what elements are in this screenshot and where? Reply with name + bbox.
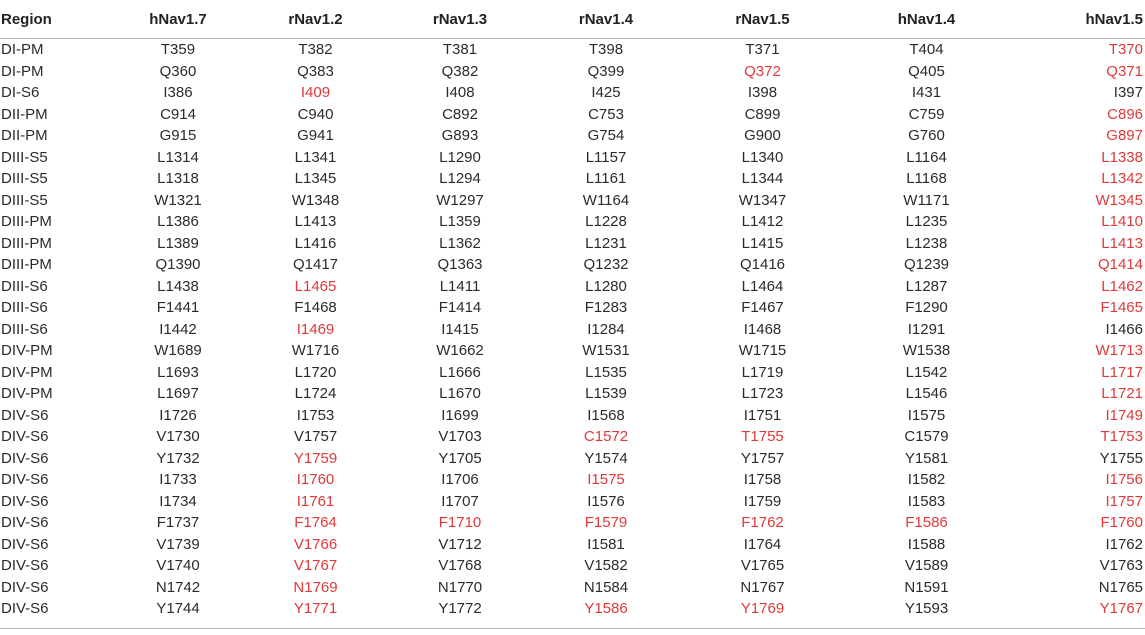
- cell-hnav1-4: N1591: [904, 578, 949, 596]
- cell-region: DIV-PM: [1, 385, 53, 402]
- cell-region: DII-PM: [1, 105, 48, 123]
- cell-hnav1-4: I1575: [907, 406, 946, 424]
- cell-rnav1-3: L1362: [439, 234, 481, 252]
- table-row: [0, 233, 1145, 255]
- cell-hnav1-7: I1734: [159, 492, 197, 510]
- cell-hnav1-4: V1589: [904, 557, 949, 574]
- cell-rnav1-3: L1411: [439, 277, 481, 295]
- cell-rnav1-2: I409: [300, 84, 331, 101]
- cell-hnav1-7: F1441: [156, 299, 200, 316]
- cell-rnav1-2: I1761: [296, 492, 335, 510]
- cell-rnav1-5: I1751: [743, 406, 782, 424]
- cell-rnav1-3: L1666: [439, 363, 481, 381]
- cell-region: DIV-S6: [1, 449, 49, 467]
- cell-rnav1-2: L1724: [294, 385, 337, 402]
- cell-hnav1-7: V1739: [156, 535, 200, 553]
- cell-rnav1-5: L1723: [741, 385, 784, 402]
- cell-hnav1-5: L1410: [1101, 213, 1143, 230]
- cell-hnav1-5: W1345: [1095, 191, 1143, 209]
- table-row: [0, 211, 1145, 233]
- cell-hnav1-4: Y1593: [904, 600, 949, 617]
- cell-rnav1-3: L1290: [439, 148, 481, 166]
- cell-region: DIII-S5: [1, 148, 48, 166]
- cell-rnav1-4: L1280: [585, 277, 627, 295]
- cell-rnav1-3: I1415: [441, 320, 479, 338]
- cell-rnav1-5: L1412: [741, 213, 784, 230]
- cell-region: DIV-S6: [1, 514, 49, 531]
- cell-rnav1-5: I1759: [743, 492, 782, 510]
- cell-hnav1-4: L1238: [905, 234, 948, 252]
- cell-region: DIII-S5: [1, 191, 48, 209]
- cell-rnav1-2: V1767: [293, 557, 338, 574]
- cell-hnav1-5: Q371: [1106, 62, 1143, 80]
- cell-hnav1-7: Y1732: [156, 449, 200, 467]
- cell-rnav1-5: W1715: [738, 342, 787, 359]
- cell-rnav1-4: T398: [588, 41, 624, 58]
- table-row: [0, 147, 1145, 169]
- cell-rnav1-4: I1284: [587, 320, 625, 338]
- cell-rnav1-3: V1712: [438, 535, 482, 553]
- cell-hnav1-5: L1413: [1101, 234, 1143, 252]
- cell-hnav1-7: Q360: [159, 62, 197, 80]
- cell-hnav1-5: I1762: [1105, 535, 1143, 553]
- cell-region: DIII-S6: [1, 299, 48, 316]
- cell-hnav1-7: I1726: [159, 406, 197, 424]
- cell-hnav1-7: V1730: [156, 428, 200, 445]
- cell-rnav1-4: Y1586: [584, 600, 628, 617]
- cell-hnav1-5: L1717: [1101, 363, 1143, 381]
- cell-rnav1-5: Y1769: [740, 600, 785, 617]
- cell-rnav1-2: I1753: [296, 406, 335, 424]
- cell-rnav1-2: L1345: [294, 170, 337, 187]
- cell-hnav1-4: T404: [909, 41, 944, 58]
- cell-rnav1-2: V1766: [293, 535, 338, 553]
- table-bottom-rule: [0, 628, 1145, 629]
- cell-rnav1-2: F1764: [294, 514, 337, 531]
- cell-rnav1-5: W1347: [738, 191, 787, 209]
- table-row: [0, 168, 1145, 190]
- table-row: [0, 598, 1145, 620]
- cell-hnav1-7: N1742: [155, 578, 201, 596]
- cell-rnav1-2: F1468: [294, 299, 337, 316]
- cell-hnav1-7: L1697: [157, 385, 199, 402]
- cell-hnav1-5: G897: [1106, 127, 1143, 144]
- header-hnav1-5: hNav1.5: [1013, 0, 1145, 39]
- cell-rnav1-4: W1164: [582, 191, 630, 209]
- cell-rnav1-5: Q1416: [739, 256, 786, 273]
- cell-region: DI-PM: [1, 41, 44, 58]
- cell-hnav1-5: F1465: [1100, 299, 1143, 316]
- cell-region: DIV-S6: [1, 535, 49, 553]
- table-spacer: [0, 620, 1145, 628]
- cell-rnav1-4: I1575: [587, 471, 625, 488]
- cell-rnav1-4: C1572: [583, 428, 629, 445]
- cell-rnav1-3: W1297: [436, 191, 484, 209]
- header-region: Region: [0, 0, 118, 39]
- cell-hnav1-4: W1538: [902, 342, 951, 359]
- cell-rnav1-5: L1719: [741, 363, 784, 381]
- cell-rnav1-3: W1662: [436, 342, 484, 359]
- cell-rnav1-3: Y1705: [438, 449, 482, 467]
- cell-hnav1-4: Y1581: [904, 449, 949, 467]
- cell-region: DIV-S6: [1, 557, 49, 574]
- cell-hnav1-7: L1318: [157, 170, 199, 187]
- cell-region: DIV-S6: [1, 406, 49, 424]
- cell-region: DIV-S6: [1, 428, 49, 445]
- cell-rnav1-4: N1584: [583, 578, 629, 596]
- cell-rnav1-2: L1416: [294, 234, 337, 252]
- cell-rnav1-4: I1568: [587, 406, 625, 424]
- cell-region: DII-PM: [1, 127, 48, 144]
- cell-rnav1-2: L1413: [294, 213, 337, 230]
- table-row: [0, 512, 1145, 534]
- cell-rnav1-2: L1465: [294, 277, 337, 295]
- cell-hnav1-7: V1740: [156, 557, 200, 574]
- cell-rnav1-2: T382: [298, 41, 333, 58]
- table-body: [0, 39, 1145, 620]
- cell-region: DIII-S6: [1, 277, 48, 295]
- cell-region: DIII-PM: [1, 213, 52, 230]
- cell-hnav1-5: N1765: [1098, 578, 1143, 596]
- cell-rnav1-5: G900: [744, 127, 781, 144]
- cell-rnav1-5: I398: [747, 84, 778, 101]
- cell-hnav1-4: L1546: [905, 385, 948, 402]
- cell-rnav1-4: I1581: [587, 535, 625, 553]
- header-rnav1-3: rNav1.3: [393, 0, 527, 39]
- cell-hnav1-7: Q1390: [155, 256, 201, 273]
- cell-rnav1-4: L1228: [585, 213, 627, 230]
- cell-region: DIII-PM: [1, 256, 52, 273]
- table-row: [0, 405, 1145, 427]
- table-row: [0, 319, 1145, 341]
- cell-rnav1-4: V1582: [584, 557, 628, 574]
- table-row: [0, 534, 1145, 556]
- cell-hnav1-5: I397: [1113, 84, 1143, 101]
- cell-region: DI-PM: [1, 62, 44, 80]
- cell-hnav1-7: G915: [159, 127, 197, 144]
- cell-hnav1-4: W1171: [903, 191, 950, 209]
- header-hnav1-4: hNav1.4: [840, 0, 1013, 39]
- cell-rnav1-3: C892: [442, 105, 478, 123]
- cell-hnav1-5: Y1755: [1099, 449, 1143, 467]
- cell-region: DIII-PM: [1, 234, 52, 252]
- cell-hnav1-5: I1757: [1105, 492, 1143, 510]
- cell-rnav1-5: T371: [745, 41, 780, 58]
- cell-rnav1-5: Q372: [744, 62, 781, 80]
- table-row: [0, 82, 1145, 104]
- cell-hnav1-7: C914: [160, 105, 196, 123]
- table-row: [0, 61, 1145, 83]
- cell-hnav1-7: L1693: [157, 363, 199, 381]
- cell-rnav1-3: L1294: [439, 170, 481, 187]
- cell-rnav1-4: G754: [587, 127, 625, 144]
- table-row: [0, 491, 1145, 513]
- cell-rnav1-2: V1757: [293, 428, 338, 445]
- cell-rnav1-2: Q1417: [292, 256, 339, 273]
- cell-hnav1-4: C1579: [904, 428, 949, 445]
- cell-rnav1-4: Q399: [587, 62, 625, 80]
- cell-rnav1-4: L1161: [585, 170, 627, 187]
- cell-rnav1-4: C753: [588, 105, 624, 123]
- cell-hnav1-7: Y1744: [156, 600, 200, 617]
- cell-rnav1-3: Y1772: [438, 600, 482, 617]
- cell-hnav1-5: I1756: [1105, 471, 1143, 488]
- cell-hnav1-5: L1462: [1101, 277, 1143, 295]
- table-row: [0, 362, 1145, 384]
- cell-rnav1-2: W1716: [291, 342, 340, 359]
- table-header: [0, 0, 1145, 39]
- cell-rnav1-5: I1764: [743, 535, 782, 553]
- table-row: [0, 555, 1145, 577]
- cell-region: DI-S6: [1, 84, 40, 101]
- cell-rnav1-4: I425: [591, 84, 621, 101]
- cell-region: DIV-S6: [1, 492, 49, 510]
- cell-region: DIV-S6: [1, 471, 49, 488]
- cell-rnav1-4: F1283: [584, 299, 628, 316]
- table-row: [0, 104, 1145, 126]
- cell-rnav1-4: W1531: [582, 342, 630, 359]
- cell-hnav1-5: Q1414: [1097, 256, 1143, 273]
- cell-region: DIII-S6: [1, 320, 48, 338]
- cell-rnav1-5: L1464: [741, 277, 784, 295]
- cell-hnav1-7: I386: [163, 84, 193, 101]
- cell-rnav1-3: I408: [445, 84, 475, 101]
- cell-rnav1-2: G941: [297, 127, 334, 144]
- cell-rnav1-5: L1340: [741, 148, 784, 166]
- cell-hnav1-7: L1386: [157, 213, 199, 230]
- cell-rnav1-5: T1755: [741, 428, 784, 445]
- table-row: [0, 276, 1145, 298]
- cell-rnav1-3: L1670: [439, 385, 481, 402]
- cell-hnav1-7: F1737: [156, 514, 200, 531]
- cell-hnav1-5: C896: [1107, 105, 1143, 123]
- cell-rnav1-4: I1576: [587, 492, 625, 510]
- cell-hnav1-4: I1583: [907, 492, 946, 510]
- cell-region: DIV-PM: [1, 363, 53, 381]
- cell-hnav1-4: I1588: [907, 535, 946, 553]
- table-row: [0, 448, 1145, 470]
- cell-hnav1-4: F1586: [905, 514, 948, 531]
- header-rnav1-4: rNav1.4: [527, 0, 685, 39]
- cell-hnav1-7: I1733: [159, 471, 197, 488]
- cell-rnav1-3: F1710: [438, 514, 482, 531]
- cell-rnav1-4: L1539: [585, 385, 627, 402]
- cell-hnav1-5: W1713: [1095, 342, 1143, 359]
- cell-hnav1-5: T370: [1108, 41, 1143, 58]
- cell-hnav1-7: L1389: [157, 234, 199, 252]
- table-row: [0, 39, 1145, 61]
- cell-rnav1-3: F1414: [438, 299, 482, 316]
- cell-rnav1-3: I1707: [441, 492, 479, 510]
- cell-rnav1-5: F1762: [741, 514, 784, 531]
- cell-hnav1-4: L1235: [905, 213, 948, 230]
- cell-rnav1-5: Y1757: [740, 449, 785, 467]
- cell-rnav1-5: L1344: [741, 170, 784, 187]
- cell-rnav1-2: I1469: [296, 320, 335, 338]
- cell-rnav1-2: Y1771: [293, 600, 338, 617]
- cell-hnav1-4: L1168: [906, 170, 947, 187]
- cell-hnav1-4: I1582: [907, 471, 946, 488]
- cell-hnav1-7: W1321: [154, 191, 202, 209]
- cell-rnav1-5: C899: [744, 105, 781, 123]
- cell-hnav1-4: F1290: [905, 299, 948, 316]
- cell-region: DIV-S6: [1, 578, 49, 596]
- cell-hnav1-7: L1438: [157, 277, 199, 295]
- table-row: [0, 125, 1145, 147]
- cell-rnav1-2: C940: [297, 105, 334, 123]
- cell-rnav1-5: N1767: [740, 578, 785, 596]
- cell-rnav1-2: L1720: [294, 363, 337, 381]
- cell-hnav1-5: L1338: [1101, 148, 1143, 166]
- table-row: [0, 577, 1145, 599]
- cell-rnav1-3: Q382: [441, 62, 479, 80]
- table-row: [0, 340, 1145, 362]
- cell-rnav1-2: W1348: [291, 191, 340, 209]
- cell-hnav1-4: Q1239: [903, 256, 950, 273]
- cell-hnav1-7: W1689: [154, 342, 202, 359]
- cell-rnav1-3: I1706: [441, 471, 479, 488]
- cell-region: DIV-S6: [1, 600, 49, 617]
- cell-hnav1-5: F1760: [1100, 514, 1143, 531]
- cell-hnav1-7: I1442: [159, 320, 197, 338]
- cell-rnav1-5: F1467: [741, 299, 784, 316]
- cell-rnav1-5: I1468: [743, 320, 782, 338]
- cell-rnav1-2: N1769: [293, 578, 338, 596]
- cell-rnav1-4: L1231: [585, 234, 627, 252]
- cell-rnav1-4: Q1232: [583, 256, 629, 273]
- cell-hnav1-5: I1749: [1105, 406, 1143, 424]
- cell-rnav1-3: T381: [442, 41, 478, 58]
- cell-hnav1-4: Q405: [908, 62, 945, 80]
- table-row: [0, 469, 1145, 491]
- cell-rnav1-5: L1415: [741, 234, 784, 252]
- cell-region: DIV-PM: [1, 342, 53, 359]
- cell-region: DIII-S5: [1, 170, 48, 187]
- table-row: [0, 190, 1145, 212]
- table-row: [0, 297, 1145, 319]
- cell-rnav1-3: V1703: [438, 428, 482, 445]
- cell-hnav1-4: L1164: [906, 148, 947, 166]
- cell-rnav1-3: V1768: [438, 557, 482, 574]
- header-hnav1-7: hNav1.7: [118, 0, 238, 39]
- cell-hnav1-4: G760: [908, 127, 945, 144]
- cell-rnav1-4: F1579: [584, 514, 628, 531]
- table-row: [0, 426, 1145, 448]
- cell-hnav1-5: T1753: [1100, 428, 1143, 445]
- cell-rnav1-3: I1699: [441, 406, 479, 424]
- cell-rnav1-4: L1157: [585, 148, 627, 166]
- cell-hnav1-7: L1314: [157, 148, 199, 166]
- cell-rnav1-4: L1535: [585, 363, 627, 381]
- cell-hnav1-5: Y1767: [1099, 600, 1143, 617]
- cell-hnav1-4: L1287: [905, 277, 948, 295]
- header-rnav1-2: rNav1.2: [238, 0, 393, 39]
- cell-rnav1-2: Q383: [297, 62, 334, 80]
- cell-rnav1-2: I1760: [296, 471, 335, 488]
- table-row: [0, 254, 1145, 276]
- cell-rnav1-3: Q1363: [437, 256, 483, 273]
- header-rnav1-5: rNav1.5: [685, 0, 840, 39]
- cell-hnav1-4: C759: [908, 105, 945, 123]
- cell-hnav1-5: V1763: [1099, 557, 1143, 574]
- cell-rnav1-3: N1770: [437, 578, 483, 596]
- table-row: [0, 383, 1145, 405]
- cell-rnav1-2: Y1759: [293, 449, 338, 467]
- cell-hnav1-5: I1466: [1105, 320, 1143, 338]
- cell-rnav1-5: I1758: [743, 471, 782, 488]
- cell-rnav1-3: L1359: [439, 213, 481, 230]
- cell-rnav1-5: V1765: [740, 557, 785, 574]
- cell-hnav1-4: I431: [911, 84, 942, 101]
- cell-hnav1-5: L1342: [1101, 170, 1143, 187]
- header-row: [0, 0, 1145, 39]
- cell-rnav1-4: Y1574: [584, 449, 628, 467]
- cell-hnav1-4: L1542: [905, 363, 948, 381]
- cell-hnav1-7: T359: [160, 41, 196, 58]
- cell-hnav1-4: I1291: [907, 320, 946, 338]
- cell-rnav1-2: L1341: [294, 148, 337, 166]
- cell-hnav1-5: L1721: [1101, 385, 1143, 402]
- cell-rnav1-3: G893: [441, 127, 479, 144]
